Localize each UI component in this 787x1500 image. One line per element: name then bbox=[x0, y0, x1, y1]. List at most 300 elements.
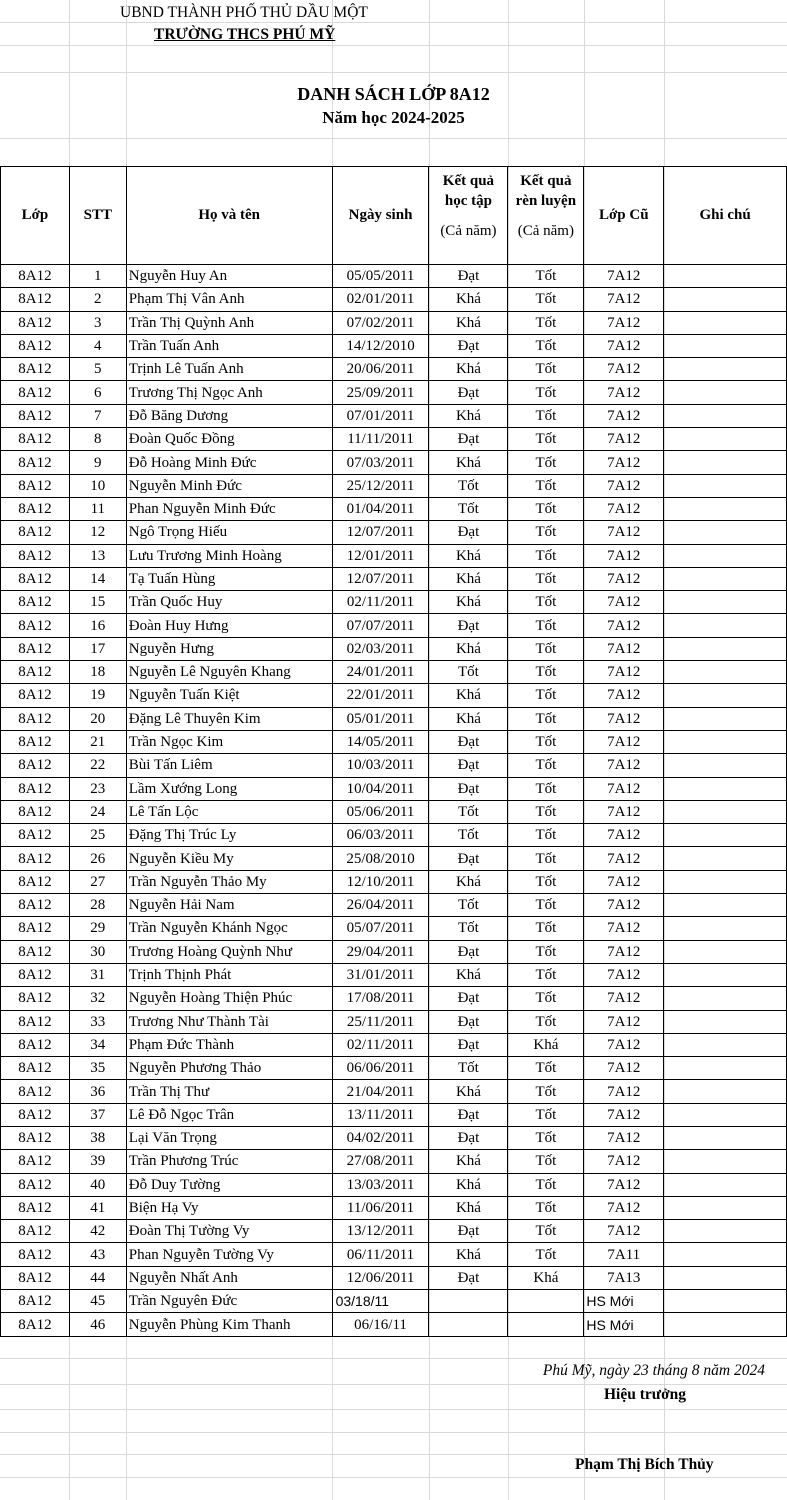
stt-cell[interactable]: 21 bbox=[69, 730, 126, 753]
stt-cell[interactable]: 37 bbox=[69, 1103, 126, 1126]
col-header-name[interactable]: Họ và tên bbox=[126, 167, 332, 265]
note-cell[interactable] bbox=[664, 311, 787, 334]
note-cell[interactable] bbox=[664, 1126, 787, 1149]
note-cell[interactable] bbox=[664, 800, 787, 823]
table-row[interactable] bbox=[1, 497, 787, 520]
conduct-result-cell[interactable]: Khá bbox=[508, 1033, 584, 1056]
old-class-cell[interactable]: 7A12 bbox=[584, 707, 664, 730]
class-cell[interactable]: 8A12 bbox=[1, 1173, 70, 1196]
academic-result-cell[interactable]: Khá bbox=[429, 637, 508, 660]
name-cell[interactable]: Đặng Thị Trúc Ly bbox=[126, 824, 332, 847]
old-class-cell[interactable]: 7A12 bbox=[584, 567, 664, 590]
table-row[interactable] bbox=[1, 847, 787, 870]
academic-result-cell[interactable]: Đạt bbox=[429, 730, 508, 753]
table-row[interactable] bbox=[1, 637, 787, 660]
conduct-result-cell[interactable]: Tốt bbox=[508, 474, 584, 497]
dob-cell[interactable]: 06/16/11 bbox=[332, 1313, 429, 1336]
dob-cell[interactable]: 03/18/11 bbox=[332, 1290, 429, 1313]
conduct-result-cell[interactable]: Tốt bbox=[508, 707, 584, 730]
table-row[interactable] bbox=[1, 894, 787, 917]
conduct-result-cell[interactable] bbox=[508, 1313, 584, 1336]
stt-cell[interactable]: 17 bbox=[69, 637, 126, 660]
dob-cell[interactable]: 02/03/2011 bbox=[332, 637, 429, 660]
conduct-result-cell[interactable]: Tốt bbox=[508, 894, 584, 917]
dob-cell[interactable]: 12/01/2011 bbox=[332, 544, 429, 567]
name-cell[interactable]: Phan Nguyễn Minh Đức bbox=[126, 497, 332, 520]
stt-cell[interactable]: 33 bbox=[69, 1010, 126, 1033]
dob-cell[interactable]: 01/04/2011 bbox=[332, 497, 429, 520]
academic-result-cell[interactable]: Khá bbox=[429, 1173, 508, 1196]
table-row[interactable] bbox=[1, 661, 787, 684]
class-cell[interactable]: 8A12 bbox=[1, 1243, 70, 1266]
old-class-cell[interactable]: 7A12 bbox=[584, 1103, 664, 1126]
class-cell[interactable]: 8A12 bbox=[1, 1266, 70, 1289]
name-cell[interactable]: Trần Tuấn Anh bbox=[126, 334, 332, 357]
table-row[interactable] bbox=[1, 381, 787, 404]
name-cell[interactable]: Trần Ngọc Kim bbox=[126, 730, 332, 753]
conduct-result-cell[interactable]: Tốt bbox=[508, 730, 584, 753]
note-cell[interactable] bbox=[664, 1313, 787, 1336]
note-cell[interactable] bbox=[664, 1290, 787, 1313]
col-header-old-class[interactable]: Lớp Cũ bbox=[584, 167, 664, 265]
table-row[interactable] bbox=[1, 614, 787, 637]
class-cell[interactable]: 8A12 bbox=[1, 474, 70, 497]
note-cell[interactable] bbox=[664, 730, 787, 753]
class-cell[interactable]: 8A12 bbox=[1, 894, 70, 917]
table-row[interactable] bbox=[1, 1033, 787, 1056]
stt-cell[interactable]: 7 bbox=[69, 404, 126, 427]
class-cell[interactable]: 8A12 bbox=[1, 521, 70, 544]
class-cell[interactable]: 8A12 bbox=[1, 1220, 70, 1243]
note-cell[interactable] bbox=[664, 870, 787, 893]
name-cell[interactable]: Trần Quốc Huy bbox=[126, 591, 332, 614]
conduct-result-cell[interactable]: Tốt bbox=[508, 963, 584, 986]
academic-result-cell[interactable]: Khá bbox=[429, 358, 508, 381]
name-cell[interactable]: Nguyễn Nhất Anh bbox=[126, 1266, 332, 1289]
conduct-result-cell[interactable]: Tốt bbox=[508, 567, 584, 590]
academic-result-cell[interactable]: Đạt bbox=[429, 1103, 508, 1126]
class-cell[interactable]: 8A12 bbox=[1, 963, 70, 986]
academic-result-cell[interactable]: Tốt bbox=[429, 1057, 508, 1080]
table-row[interactable] bbox=[1, 567, 787, 590]
table-row[interactable] bbox=[1, 1220, 787, 1243]
conduct-result-cell[interactable]: Tốt bbox=[508, 451, 584, 474]
dob-cell[interactable]: 26/04/2011 bbox=[332, 894, 429, 917]
academic-result-cell[interactable]: Đạt bbox=[429, 940, 508, 963]
stt-cell[interactable]: 43 bbox=[69, 1243, 126, 1266]
old-class-cell[interactable]: 7A12 bbox=[584, 940, 664, 963]
old-class-cell[interactable]: 7A12 bbox=[584, 754, 664, 777]
old-class-cell[interactable]: 7A12 bbox=[584, 987, 664, 1010]
table-row[interactable] bbox=[1, 311, 787, 334]
note-cell[interactable] bbox=[664, 544, 787, 567]
note-cell[interactable] bbox=[664, 777, 787, 800]
note-cell[interactable] bbox=[664, 847, 787, 870]
table-row[interactable] bbox=[1, 451, 787, 474]
stt-cell[interactable]: 44 bbox=[69, 1266, 126, 1289]
conduct-result-cell[interactable]: Tốt bbox=[508, 334, 584, 357]
note-cell[interactable] bbox=[664, 1033, 787, 1056]
note-cell[interactable] bbox=[664, 894, 787, 917]
class-cell[interactable]: 8A12 bbox=[1, 777, 70, 800]
academic-result-cell[interactable]: Tốt bbox=[429, 894, 508, 917]
stt-cell[interactable]: 22 bbox=[69, 754, 126, 777]
note-cell[interactable] bbox=[664, 451, 787, 474]
conduct-result-cell[interactable]: Tốt bbox=[508, 637, 584, 660]
col-header-class[interactable]: Lớp bbox=[1, 167, 70, 265]
conduct-result-cell[interactable]: Tốt bbox=[508, 1243, 584, 1266]
table-row[interactable] bbox=[1, 754, 787, 777]
class-cell[interactable]: 8A12 bbox=[1, 451, 70, 474]
note-cell[interactable] bbox=[664, 591, 787, 614]
dob-cell[interactable]: 04/02/2011 bbox=[332, 1126, 429, 1149]
conduct-result-cell[interactable]: Tốt bbox=[508, 614, 584, 637]
table-row[interactable] bbox=[1, 987, 787, 1010]
dob-cell[interactable]: 29/04/2011 bbox=[332, 940, 429, 963]
stt-cell[interactable]: 32 bbox=[69, 987, 126, 1010]
dob-cell[interactable]: 27/08/2011 bbox=[332, 1150, 429, 1173]
dob-cell[interactable]: 02/11/2011 bbox=[332, 591, 429, 614]
conduct-result-cell[interactable]: Tốt bbox=[508, 1220, 584, 1243]
conduct-result-cell[interactable]: Tốt bbox=[508, 987, 584, 1010]
conduct-result-cell[interactable]: Tốt bbox=[508, 288, 584, 311]
table-row[interactable] bbox=[1, 1057, 787, 1080]
class-cell[interactable]: 8A12 bbox=[1, 1126, 70, 1149]
conduct-result-cell[interactable]: Tốt bbox=[508, 754, 584, 777]
note-cell[interactable] bbox=[664, 288, 787, 311]
dob-cell[interactable]: 13/03/2011 bbox=[332, 1173, 429, 1196]
col-header-stt[interactable]: STT bbox=[69, 167, 126, 265]
dob-cell[interactable]: 05/06/2011 bbox=[332, 800, 429, 823]
old-class-cell[interactable]: 7A12 bbox=[584, 614, 664, 637]
dob-cell[interactable]: 05/05/2011 bbox=[332, 265, 429, 288]
stt-cell[interactable]: 11 bbox=[69, 497, 126, 520]
table-row[interactable] bbox=[1, 1126, 787, 1149]
old-class-cell[interactable]: 7A12 bbox=[584, 521, 664, 544]
conduct-result-cell[interactable]: Tốt bbox=[508, 311, 584, 334]
table-row[interactable] bbox=[1, 358, 787, 381]
dob-cell[interactable]: 13/11/2011 bbox=[332, 1103, 429, 1126]
stt-cell[interactable]: 38 bbox=[69, 1126, 126, 1149]
dob-cell[interactable]: 05/01/2011 bbox=[332, 707, 429, 730]
academic-result-cell[interactable]: Đạt bbox=[429, 847, 508, 870]
dob-cell[interactable]: 06/03/2011 bbox=[332, 824, 429, 847]
stt-cell[interactable]: 30 bbox=[69, 940, 126, 963]
conduct-result-cell[interactable]: Tốt bbox=[508, 404, 584, 427]
name-cell[interactable]: Phan Nguyễn Tường Vy bbox=[126, 1243, 332, 1266]
dob-cell[interactable]: 12/07/2011 bbox=[332, 521, 429, 544]
old-class-cell[interactable]: 7A12 bbox=[584, 381, 664, 404]
conduct-result-cell[interactable]: Tốt bbox=[508, 521, 584, 544]
old-class-cell[interactable]: 7A12 bbox=[584, 847, 664, 870]
academic-result-cell[interactable]: Đạt bbox=[429, 987, 508, 1010]
name-cell[interactable]: Nguyễn Tuấn Kiệt bbox=[126, 684, 332, 707]
old-class-cell[interactable]: 7A12 bbox=[584, 428, 664, 451]
dob-cell[interactable]: 17/08/2011 bbox=[332, 987, 429, 1010]
old-class-cell[interactable]: 7A12 bbox=[584, 1080, 664, 1103]
academic-result-cell[interactable]: Tốt bbox=[429, 497, 508, 520]
academic-result-cell[interactable] bbox=[429, 1290, 508, 1313]
class-cell[interactable]: 8A12 bbox=[1, 870, 70, 893]
col-header-dob[interactable]: Ngày sinh bbox=[332, 167, 429, 265]
name-cell[interactable]: Nguyễn Hưng bbox=[126, 637, 332, 660]
class-cell[interactable]: 8A12 bbox=[1, 1033, 70, 1056]
stt-cell[interactable]: 12 bbox=[69, 521, 126, 544]
dob-cell[interactable]: 07/03/2011 bbox=[332, 451, 429, 474]
note-cell[interactable] bbox=[664, 661, 787, 684]
dob-cell[interactable]: 07/07/2011 bbox=[332, 614, 429, 637]
stt-cell[interactable]: 14 bbox=[69, 567, 126, 590]
stt-cell[interactable]: 2 bbox=[69, 288, 126, 311]
table-row[interactable] bbox=[1, 800, 787, 823]
table-row[interactable] bbox=[1, 1103, 787, 1126]
conduct-result-cell[interactable]: Tốt bbox=[508, 265, 584, 288]
note-cell[interactable] bbox=[664, 1220, 787, 1243]
old-class-cell[interactable]: 7A12 bbox=[584, 334, 664, 357]
academic-result-cell[interactable]: Đạt bbox=[429, 1266, 508, 1289]
conduct-result-cell[interactable]: Tốt bbox=[508, 1150, 584, 1173]
name-cell[interactable]: Biện Hạ Vy bbox=[126, 1196, 332, 1219]
name-cell[interactable]: Đoàn Huy Hưng bbox=[126, 614, 332, 637]
dob-cell[interactable]: 10/04/2011 bbox=[332, 777, 429, 800]
academic-result-cell[interactable]: Đạt bbox=[429, 428, 508, 451]
stt-cell[interactable]: 24 bbox=[69, 800, 126, 823]
conduct-result-cell[interactable]: Tốt bbox=[508, 1080, 584, 1103]
conduct-result-cell[interactable]: Tốt bbox=[508, 870, 584, 893]
stt-cell[interactable]: 15 bbox=[69, 591, 126, 614]
table-row[interactable] bbox=[1, 1010, 787, 1033]
conduct-result-cell[interactable]: Tốt bbox=[508, 1103, 584, 1126]
conduct-result-cell[interactable]: Tốt bbox=[508, 1010, 584, 1033]
dob-cell[interactable]: 14/12/2010 bbox=[332, 334, 429, 357]
table-row[interactable] bbox=[1, 591, 787, 614]
conduct-result-cell[interactable]: Tốt bbox=[508, 1173, 584, 1196]
academic-result-cell[interactable]: Khá bbox=[429, 1080, 508, 1103]
academic-result-cell[interactable]: Đạt bbox=[429, 334, 508, 357]
table-row[interactable] bbox=[1, 1173, 787, 1196]
name-cell[interactable]: Tạ Tuấn Hùng bbox=[126, 567, 332, 590]
class-cell[interactable]: 8A12 bbox=[1, 1010, 70, 1033]
old-class-cell[interactable]: 7A12 bbox=[584, 358, 664, 381]
old-class-cell[interactable]: 7A12 bbox=[584, 1150, 664, 1173]
stt-cell[interactable]: 20 bbox=[69, 707, 126, 730]
dob-cell[interactable]: 06/11/2011 bbox=[332, 1243, 429, 1266]
academic-result-cell[interactable]: Đạt bbox=[429, 1033, 508, 1056]
note-cell[interactable] bbox=[664, 963, 787, 986]
note-cell[interactable] bbox=[664, 917, 787, 940]
note-cell[interactable] bbox=[664, 381, 787, 404]
col-header-conduct[interactable] bbox=[508, 167, 584, 265]
academic-result-cell[interactable]: Đạt bbox=[429, 777, 508, 800]
note-cell[interactable] bbox=[664, 614, 787, 637]
note-cell[interactable] bbox=[664, 358, 787, 381]
academic-result-cell[interactable]: Đạt bbox=[429, 521, 508, 544]
note-cell[interactable] bbox=[664, 1080, 787, 1103]
note-cell[interactable] bbox=[664, 428, 787, 451]
old-class-cell[interactable]: 7A12 bbox=[584, 800, 664, 823]
stt-cell[interactable]: 31 bbox=[69, 963, 126, 986]
old-class-cell[interactable]: 7A12 bbox=[584, 661, 664, 684]
name-cell[interactable]: Trần Nguyên Đức bbox=[126, 1290, 332, 1313]
table-row[interactable] bbox=[1, 1080, 787, 1103]
name-cell[interactable]: Trịnh Thịnh Phát bbox=[126, 963, 332, 986]
class-cell[interactable]: 8A12 bbox=[1, 288, 70, 311]
conduct-result-cell[interactable]: Tốt bbox=[508, 661, 584, 684]
old-class-cell[interactable]: 7A12 bbox=[584, 730, 664, 753]
table-row[interactable] bbox=[1, 544, 787, 567]
dob-cell[interactable]: 07/01/2011 bbox=[332, 404, 429, 427]
note-cell[interactable] bbox=[664, 1196, 787, 1219]
class-cell[interactable]: 8A12 bbox=[1, 265, 70, 288]
academic-result-cell[interactable]: Khá bbox=[429, 567, 508, 590]
academic-result-cell[interactable]: Khá bbox=[429, 544, 508, 567]
academic-result-cell[interactable]: Tốt bbox=[429, 474, 508, 497]
stt-cell[interactable]: 6 bbox=[69, 381, 126, 404]
table-row[interactable] bbox=[1, 870, 787, 893]
note-cell[interactable] bbox=[664, 824, 787, 847]
dob-cell[interactable]: 13/12/2011 bbox=[332, 1220, 429, 1243]
name-cell[interactable]: Lê Đỗ Ngọc Trân bbox=[126, 1103, 332, 1126]
dob-cell[interactable]: 02/01/2011 bbox=[332, 288, 429, 311]
conduct-result-cell[interactable]: Tốt bbox=[508, 428, 584, 451]
dob-cell[interactable]: 07/02/2011 bbox=[332, 311, 429, 334]
conduct-result-cell[interactable]: Tốt bbox=[508, 684, 584, 707]
academic-result-cell[interactable]: Đạt bbox=[429, 1220, 508, 1243]
class-cell[interactable]: 8A12 bbox=[1, 1103, 70, 1126]
class-cell[interactable]: 8A12 bbox=[1, 381, 70, 404]
name-cell[interactable]: Nguyễn Lê Nguyên Khang bbox=[126, 661, 332, 684]
table-row[interactable] bbox=[1, 428, 787, 451]
old-class-cell[interactable]: 7A12 bbox=[584, 288, 664, 311]
academic-result-cell[interactable]: Khá bbox=[429, 1150, 508, 1173]
class-cell[interactable]: 8A12 bbox=[1, 1313, 70, 1336]
note-cell[interactable] bbox=[664, 1266, 787, 1289]
old-class-cell[interactable]: 7A12 bbox=[584, 474, 664, 497]
old-class-cell[interactable]: 7A11 bbox=[584, 1243, 664, 1266]
name-cell[interactable]: Đoàn Quốc Đồng bbox=[126, 428, 332, 451]
academic-result-cell[interactable]: Khá bbox=[429, 288, 508, 311]
stt-cell[interactable]: 10 bbox=[69, 474, 126, 497]
dob-cell[interactable]: 12/10/2011 bbox=[332, 870, 429, 893]
stt-cell[interactable]: 28 bbox=[69, 894, 126, 917]
stt-cell[interactable]: 13 bbox=[69, 544, 126, 567]
academic-result-cell[interactable]: Khá bbox=[429, 963, 508, 986]
academic-result-cell[interactable]: Tốt bbox=[429, 917, 508, 940]
name-cell[interactable]: Nguyễn Phùng Kim Thanh bbox=[126, 1313, 332, 1336]
old-class-cell[interactable]: 7A12 bbox=[584, 1126, 664, 1149]
dob-cell[interactable]: 25/08/2010 bbox=[332, 847, 429, 870]
note-cell[interactable] bbox=[664, 265, 787, 288]
name-cell[interactable]: Đỗ Duy Tường bbox=[126, 1173, 332, 1196]
name-cell[interactable]: Nguyễn Hoàng Thiện Phúc bbox=[126, 987, 332, 1010]
old-class-cell[interactable]: 7A12 bbox=[584, 404, 664, 427]
conduct-result-cell[interactable]: Tốt bbox=[508, 940, 584, 963]
class-cell[interactable]: 8A12 bbox=[1, 730, 70, 753]
dob-cell[interactable]: 14/05/2011 bbox=[332, 730, 429, 753]
name-cell[interactable]: Đoàn Thị Tường Vy bbox=[126, 1220, 332, 1243]
name-cell[interactable]: Trịnh Lê Tuấn Anh bbox=[126, 358, 332, 381]
class-cell[interactable]: 8A12 bbox=[1, 847, 70, 870]
name-cell[interactable]: Trần Nguyễn Khánh Ngọc bbox=[126, 917, 332, 940]
academic-result-cell[interactable]: Tốt bbox=[429, 800, 508, 823]
stt-cell[interactable]: 46 bbox=[69, 1313, 126, 1336]
table-row[interactable] bbox=[1, 474, 787, 497]
dob-cell[interactable]: 12/07/2011 bbox=[332, 567, 429, 590]
conduct-result-cell[interactable]: Tốt bbox=[508, 1057, 584, 1080]
old-class-cell[interactable]: 7A12 bbox=[584, 265, 664, 288]
conduct-result-cell[interactable]: Tốt bbox=[508, 1126, 584, 1149]
stt-cell[interactable]: 29 bbox=[69, 917, 126, 940]
conduct-result-cell[interactable]: Tốt bbox=[508, 917, 584, 940]
name-cell[interactable]: Trần Phương Trúc bbox=[126, 1150, 332, 1173]
name-cell[interactable]: Lê Tấn Lộc bbox=[126, 800, 332, 823]
note-cell[interactable] bbox=[664, 637, 787, 660]
class-cell[interactable]: 8A12 bbox=[1, 1080, 70, 1103]
name-cell[interactable]: Nguyễn Phương Thảo bbox=[126, 1057, 332, 1080]
name-cell[interactable]: Trương Hoàng Quỳnh Như bbox=[126, 940, 332, 963]
note-cell[interactable] bbox=[664, 1150, 787, 1173]
name-cell[interactable]: Trần Nguyễn Thảo My bbox=[126, 870, 332, 893]
academic-result-cell[interactable]: Tốt bbox=[429, 824, 508, 847]
stt-cell[interactable]: 35 bbox=[69, 1057, 126, 1080]
old-class-cell[interactable]: 7A12 bbox=[584, 963, 664, 986]
class-cell[interactable]: 8A12 bbox=[1, 358, 70, 381]
stt-cell[interactable]: 3 bbox=[69, 311, 126, 334]
old-class-cell[interactable]: 7A12 bbox=[584, 684, 664, 707]
class-cell[interactable]: 8A12 bbox=[1, 987, 70, 1010]
academic-result-cell[interactable]: Khá bbox=[429, 684, 508, 707]
academic-result-cell[interactable]: Đạt bbox=[429, 754, 508, 777]
conduct-result-cell[interactable]: Tốt bbox=[508, 591, 584, 614]
dob-cell[interactable]: 05/07/2011 bbox=[332, 917, 429, 940]
dob-cell[interactable]: 25/12/2011 bbox=[332, 474, 429, 497]
conduct-result-cell[interactable]: Tốt bbox=[508, 497, 584, 520]
conduct-result-cell[interactable]: Tốt bbox=[508, 824, 584, 847]
academic-result-cell[interactable]: Khá bbox=[429, 1196, 508, 1219]
stt-cell[interactable]: 23 bbox=[69, 777, 126, 800]
name-cell[interactable]: Nguyễn Minh Đức bbox=[126, 474, 332, 497]
stt-cell[interactable]: 26 bbox=[69, 847, 126, 870]
class-cell[interactable]: 8A12 bbox=[1, 754, 70, 777]
table-row[interactable] bbox=[1, 1313, 787, 1336]
dob-cell[interactable]: 02/11/2011 bbox=[332, 1033, 429, 1056]
stt-cell[interactable]: 41 bbox=[69, 1196, 126, 1219]
dob-cell[interactable]: 12/06/2011 bbox=[332, 1266, 429, 1289]
name-cell[interactable]: Đỗ Băng Dương bbox=[126, 404, 332, 427]
old-class-cell[interactable]: 7A12 bbox=[584, 1196, 664, 1219]
academic-result-cell[interactable]: Đạt bbox=[429, 1010, 508, 1033]
academic-result-cell[interactable]: Khá bbox=[429, 707, 508, 730]
note-cell[interactable] bbox=[664, 684, 787, 707]
old-class-cell[interactable]: 7A12 bbox=[584, 824, 664, 847]
class-cell[interactable]: 8A12 bbox=[1, 1196, 70, 1219]
class-cell[interactable]: 8A12 bbox=[1, 428, 70, 451]
note-cell[interactable] bbox=[664, 1010, 787, 1033]
class-cell[interactable]: 8A12 bbox=[1, 497, 70, 520]
stt-cell[interactable]: 5 bbox=[69, 358, 126, 381]
name-cell[interactable]: Lầm Xướng Long bbox=[126, 777, 332, 800]
stt-cell[interactable]: 39 bbox=[69, 1150, 126, 1173]
old-class-cell[interactable]: 7A12 bbox=[584, 1057, 664, 1080]
name-cell[interactable]: Nguyễn Huy An bbox=[126, 265, 332, 288]
dob-cell[interactable]: 11/06/2011 bbox=[332, 1196, 429, 1219]
class-cell[interactable]: 8A12 bbox=[1, 661, 70, 684]
name-cell[interactable]: Phạm Đức Thành bbox=[126, 1033, 332, 1056]
class-cell[interactable]: 8A12 bbox=[1, 637, 70, 660]
old-class-cell[interactable]: 7A12 bbox=[584, 451, 664, 474]
name-cell[interactable]: Nguyễn Kiều My bbox=[126, 847, 332, 870]
dob-cell[interactable]: 11/11/2011 bbox=[332, 428, 429, 451]
